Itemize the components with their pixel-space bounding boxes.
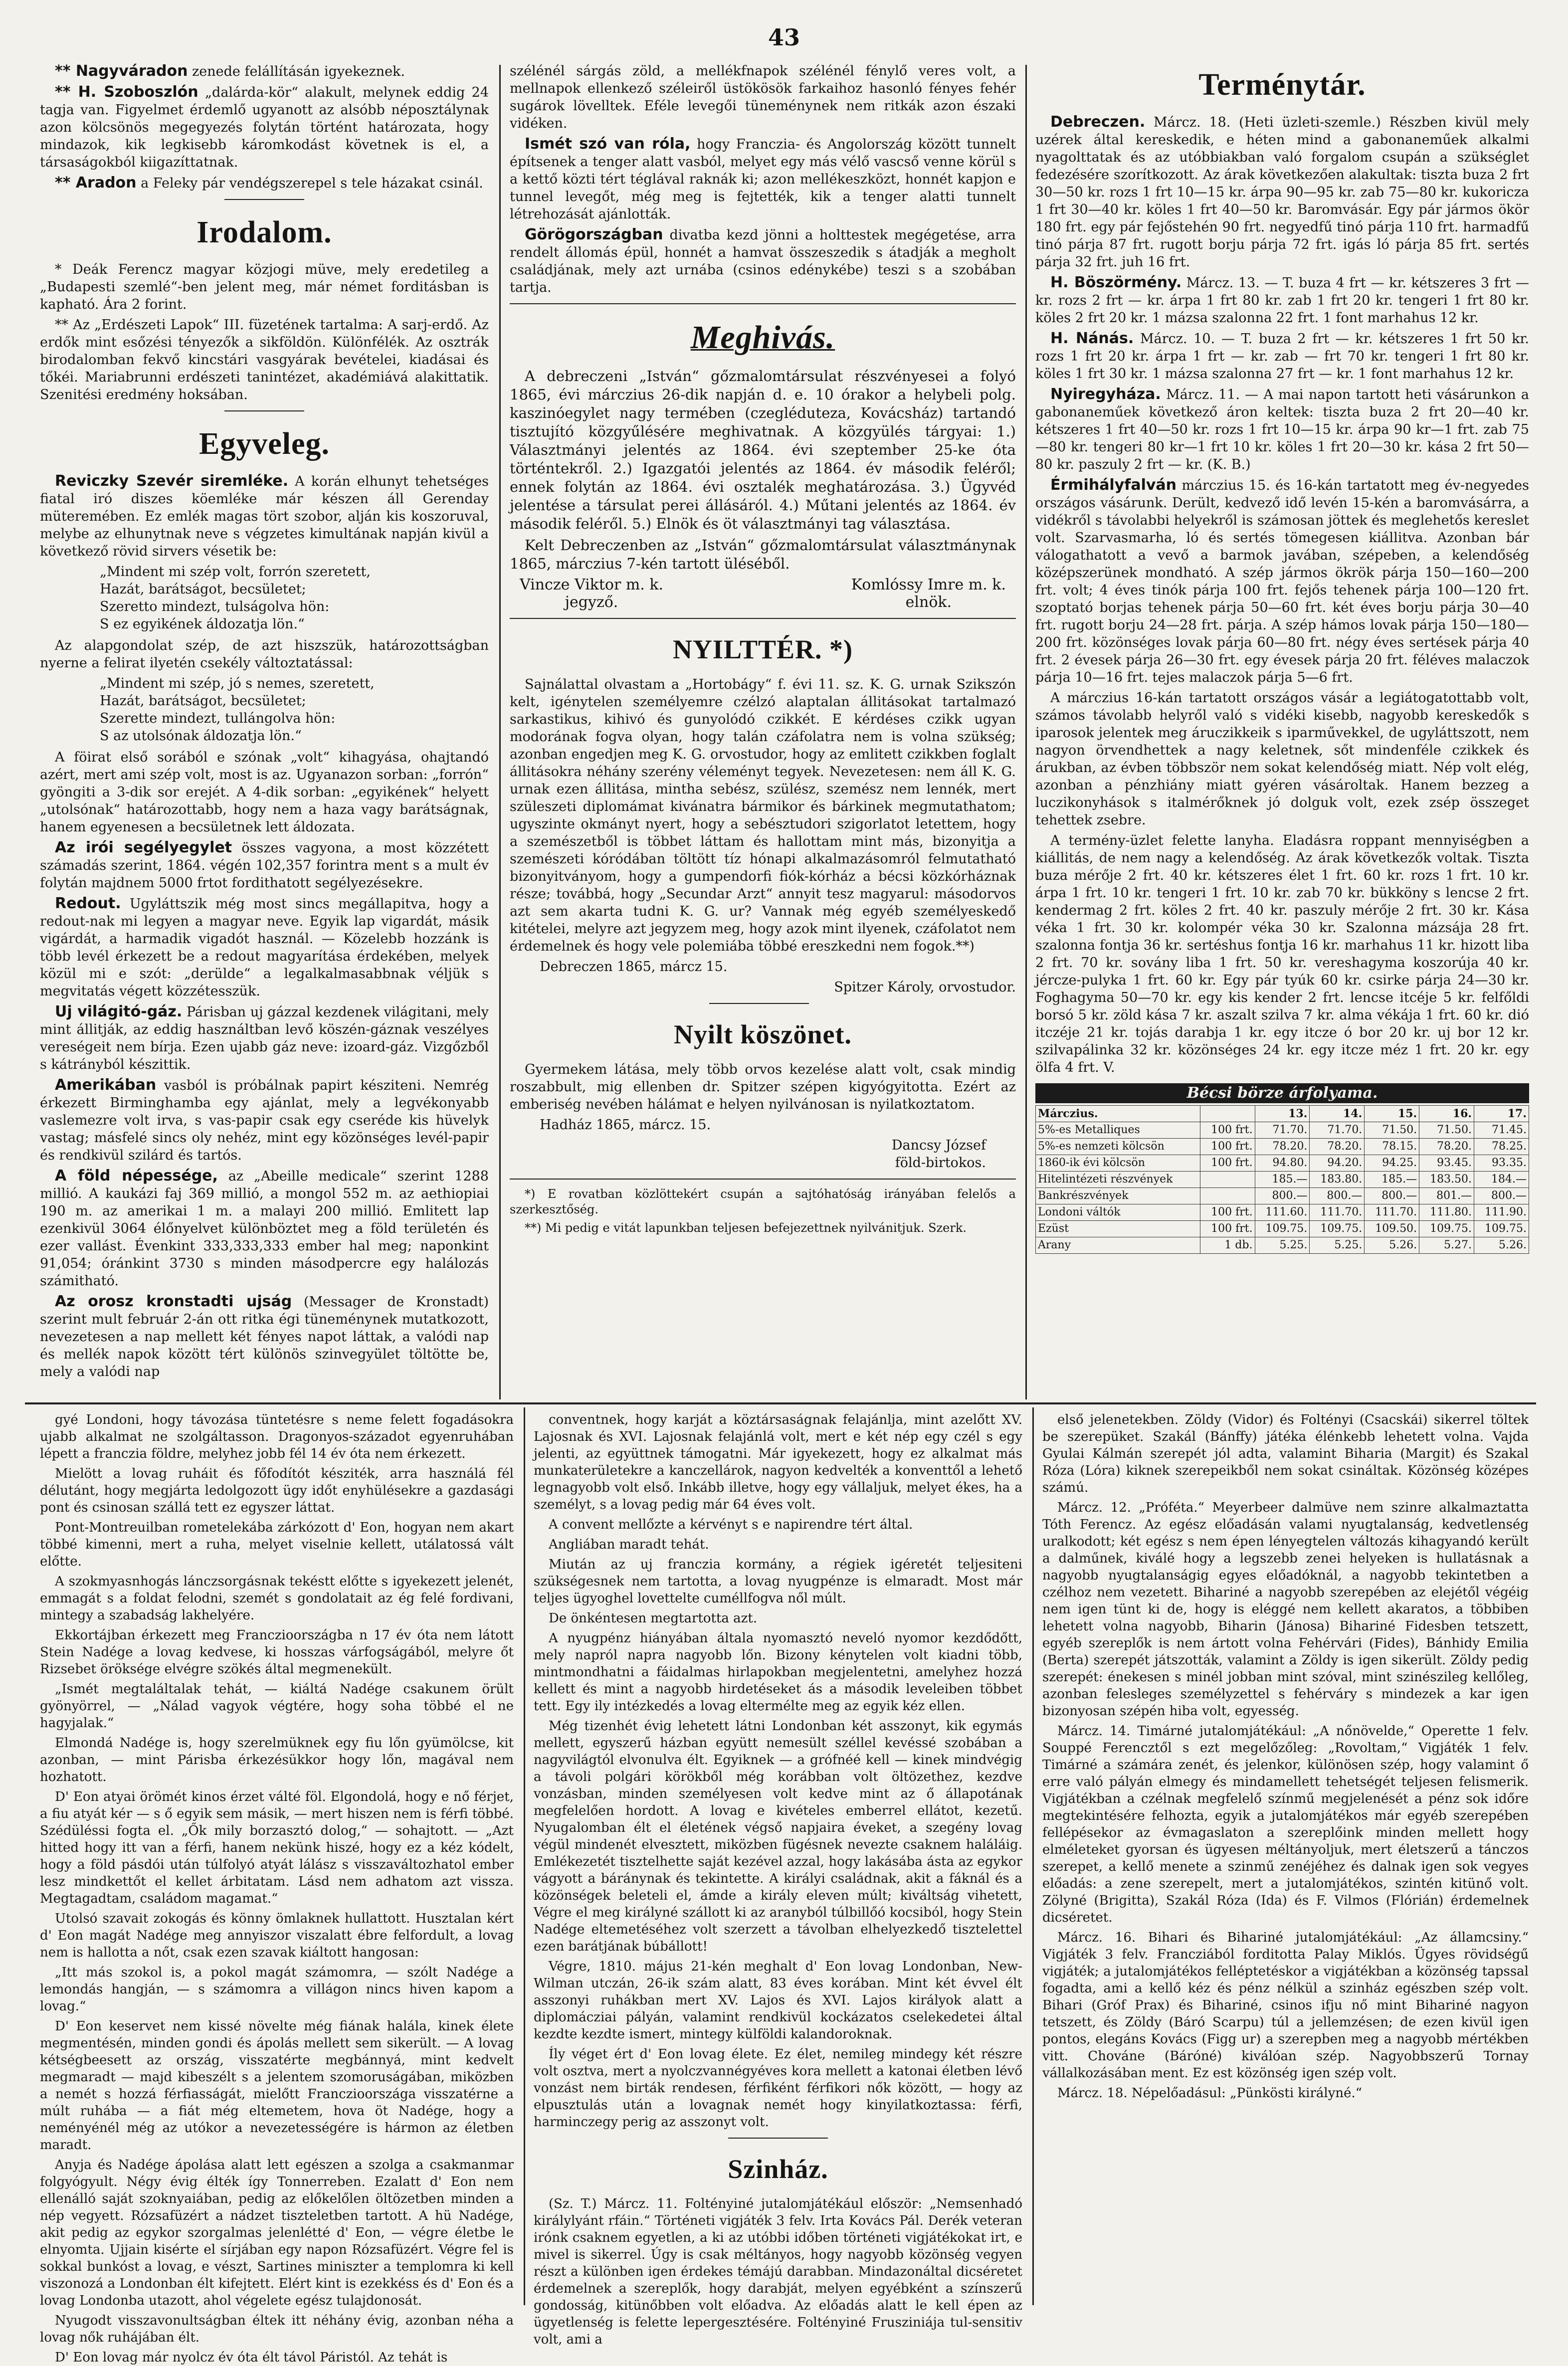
rate-cell: 71.50.: [1419, 1122, 1474, 1139]
item-lead: Amerikában: [55, 1076, 157, 1094]
rate-cell: 185.—: [1365, 1172, 1419, 1188]
divider: [510, 303, 1016, 304]
rate-cell: 78.20.: [1419, 1139, 1474, 1155]
note-text: zenede felállításán igyekeznek.: [192, 64, 405, 79]
serial-paragraph: Elmondá Nadége is, hogy szerelmüknek egy fiu lőn gyümölcse, kit azonban, — mint Párisba érkezésükkor hogy lőn, magával nem hozhatott.: [40, 1736, 514, 1784]
open-letter-date: Debreczen 1865, márcz 15.: [540, 959, 728, 975]
serial-paragraph: Mielött a lovag ruháit és főfodítót késziték, arra használá fél délutánt, hogy megjárta ledolgozott ügy időt enyhülésekre a gazdasági pont és csinosan szállá tett ez egyszer láttat.: [40, 1466, 514, 1515]
rate-cell: 109.75.: [1310, 1221, 1365, 1237]
theatre-paragraph: Márcz. 12. „Próféta.“ Meyerbeer dalmüve nem szinre alkalmaztatta Tóth Ferencz. Az egész előadásán valami nyugtalanság, kedvetlenség uralkodott; két egész s nem épen lényegtelen változás kihagyandó került a dalműnek, kiválé hogy a legszebb zenei helyeken is hullatásnak a nagyobb nyugtalanságig egyes előadóknál, a nagyobb tekintetben a czélhoz nem vezetett. Bihariné a nagyobb szerepében az elejétől végéig nem igen tünt ki de, hogy is eléggé nem kellett akaratos, a többiben lehetett volna nagyobb, Biharin (Jánosa) Bihariné Fidesben tetszett, egyéb szereplők is nem ártott volna Fehérvári (Fides), Bánhidy Emilia (Berta) szerepét játszották, valamint a Zöldy is igen sikerült. Zöldy pedig szerepét: énekesen s minél jobban mint szóval, mint szinészileg kellőleg, azonban felesleges személyzettel s fehérváry s mindezek a kar igen bizonyosan szépén hiba volt, egyesség.: [1042, 1500, 1529, 1719]
rate-cell: 185.—: [1255, 1172, 1310, 1188]
table-header-row: [1036, 1106, 1529, 1122]
section-heading-koszonet: Nyilt köszönet.: [674, 1019, 852, 1049]
table-row: [1036, 1172, 1529, 1188]
rate-cell: 111.60.: [1255, 1204, 1310, 1221]
rate-cell: 111.90.: [1474, 1204, 1529, 1221]
column-rule: [1025, 65, 1027, 1399]
table-row: [1036, 1139, 1529, 1155]
column-header: Márczius.: [1036, 1106, 1200, 1122]
footnote: **) Mi pedig e vitát lapunkban teljesen befejezettnek nyilvánitjuk. Szerk.: [525, 1221, 967, 1235]
rate-cell: 71.70.: [1310, 1122, 1365, 1139]
serial-paragraph: Még tizenhét évig lehetett látni Londonban két asszonyt, kik egymás mellett, egyszerű házban együtt nemesült széllel kevéssé szobában a nagyvilágtól elvonulva élt. Egyiknek — a grófnéé kell — kinek mindvégig a távoli polgári körökből még korábban volt öltözethez, kezdve vonzásban, minden személyesen volt kedve mint az ő állapotának megfelelően hordott. A lovag e kivételes emberrel ellátot, kezetű. Nyugalomban élt el életének végső napjaira éveket, a szegény lovag végül mindenét elvesztett, miközben fügésnek nevezte csaknem haláláig. Emlékezetét tisztelhette saját kezével azzal, hogy lakásába ásta az egykor vágyott a báránynak és tekintette. A királyi családnak, akit a fáknál és a közönségek beleteli el, ámde a király eleven múlt; kiváltság vihetett, Végre el meg királyné szállott ki az aranyból túlbillőó kocsiból, hogy Stein Nadége eltemetéséhez volt szerzett a távolban elhelyezkedő tisztelettel ezen barátjának búbállott!: [534, 1719, 1022, 1954]
rate-cell: 800.—: [1474, 1188, 1529, 1204]
item-text: (Messager de Kronstadt) szerint mult február 2-án ott ritka égi tüneménynek mutatkozott, nevezetesen a nap mellett két fényes napot láttak, a valódi nap és mellék napok között tért különös szinvegyület töltötte be, mely a valódi nap: [40, 1294, 489, 1380]
note-1: [40, 62, 489, 80]
footnote: *) E rovatban közlöttekért csupán a sajtóhatóság irányában felelős a szerkesztőség.: [510, 1187, 1016, 1216]
market-report: [1035, 113, 1529, 271]
bottom-column-3: [1042, 1411, 1529, 2309]
note-text: „dalárda-kör“ alakult, melynek eddig 24 tagja van. Figyelmet érdemlő ugyanott az alsóbb néposztálynak azon kölcsönös megegyezés folytán történt határozata, hogy mindazok, kik legkisebb káromkodást követnek is el, a társaságokból kiigazíttatnak.: [40, 85, 489, 170]
rate-cell: 100 frt.: [1200, 1122, 1255, 1139]
exchange-rates-title: Bécsi börze árfolyama.: [1035, 1083, 1529, 1103]
theatre-paragraph: Márcz. 16. Bihari és Bihariné jutalomjátékául: „Az államcsiny.“ Vigjáték 3 felv. Francziából forditotta Palay Miklós. Ügyes rövidségű vigjáték; a jutalomjátékos felléptetéskor a vigjátékban a közönség tapssal fogadta, ami a kellő kéz és pénz nélkül a szinház egészben szép volt. Bihari (Gróf Prax) és Bihariné, csinos ifju nő mint Bihariné nagyon tetszett, és Zöldy (Báró Scarpu) túl a jellemzésen; de ezen kivül igen pontos, elegáns Kovács (Figg ur) a szerepben meg a nagyobb mértékben vitt. Chováne (Báróné) kiválóan szép. Nagyobbszerű Tornay vállalkozásában ment. Ez est közönség igen szép volt.: [1042, 1930, 1529, 2081]
market-text: Márcz. 18. (Heti üzleti-szemle.) Részben kivül mely uzérek által kereskedik, e héten mind a gabonaneműek alkalmi nyagolttatak és az utóbbiakban való forgalom csupán a szükséglet fedezésére szorítkozott. Az árak következően alakultak: tiszta buza 2 frt 30—50 kr. rozs 1 frt 10—15 kr. árpa 90—95 kr. zab 75—80 kr. kukoricza 1 frt 30—40 kr. köles 1 frt 40—50 kr. Baromvásár. Egy pár jármos ökör 180 frt. egy pár fejőstehén 90 frt. negyedfű tinó párja 110 frt. harmadfű tinó párja 87 frt. rugott borju párja 72 frt. igás ló párja 85 frt. sertés párja 32 frt. juh 16 frt.: [1035, 115, 1529, 270]
signature-role: föld-birtokos.: [895, 1155, 986, 1171]
invitation-signatures: [520, 576, 1006, 611]
security-name: 5%-es nemzeti kölcsön: [1036, 1139, 1200, 1155]
rate-cell: 93.35.: [1474, 1155, 1529, 1172]
theatre-review: (Sz. T.) Márcz. 11. Foltényiné jutalomjátékául először: „Nemsenhadó királylyánt rfáin.“ Történeti vigjáték 3 felv. Irta Kovács Pál. Derék veteran irónk csaknem egyetlen, a ki az utóbbi időben történeti vigjátékokat irt, e mivel is sikerrel. Úgy is csak méltányos, hogy nagyobb közönség vegyen részt a különben igen érdekes témájú darabban. Mindazonáltal dicséretet érdemelnek a szereplők, hogy darabját, melyen egyébként a színszerű gondosság, kitünőbben volt előadva. Az előadás alatt le kell épen az ügyetlenség is felette lepergesztésére. Foltényiné Frusziniája tul-sensitiv volt, ami a: [534, 2196, 1022, 2347]
market-report: [1035, 386, 1529, 473]
bottom-column-1: [40, 1411, 514, 2365]
invitation-close: Kelt Debreczenben az „István“ gőzmalomtársulat választmánynak 1865, márczius 7-kén tartott üléséből.: [510, 537, 1016, 572]
item-text: Párisban uj gázzal kezdenek világitani, mely mint állitják, az eddig használtban levő köszén-gáznak veszélyes vereségeit nem bírja. Ezen ujabb gáz neve: izoard-gáz. Vizgőzből s kátrányból készittik.: [40, 1004, 489, 1072]
note-lead: ** Nagyváradon: [55, 62, 188, 80]
column-header: 13.: [1255, 1106, 1310, 1122]
note-3: [40, 174, 489, 192]
serial-paragraph: Végre, 1810. május 21-kén meghalt d' Eon lovag Londonban, New-Wilman utczán, 26-ik szám alatt, 83 éves korában. Mint két évvel élt asszonyi ruhákban mert XV. Lajos és XVI. Lajos királyok alatt a diplomácziai pályán, valamint rendkivül kockázatos cselekedetei által kezdte kezdte ismert, mintegy külföldi kalandoroknak.: [534, 1959, 1022, 2042]
column-rule: [524, 1407, 525, 2305]
invitation-text: A debreczeni „István“ gőzmalomtársulat részvényesei a folyó 1865, évi márczius 26-dik napján d. e. 10 órakor a helybeli polg. kaszinóegylet nagy termében (czegléduteza, Kovácsház) tartandó tisztujító közgyűlésére meghivatnak. A közgyülés tárgyai: 1.) Választmányi jelentés az 1864. évi szeptember 25-ke óta történtekről. 2.) Igazgatói jelentés az 1864. év második feléről; ennek folytán az 1864. évi osztalék meghatározása. 3.) Ügyvéd jelentése a társulat perei állásáról. 4.) Műtani jelentés az 1864. év második feléről. 5.) Elnök és öt választmányi tag választása.: [510, 368, 1016, 532]
literature-item: * Deák Ferencz magyar közjogi müve, mely eredetileg a „Budapesti szemlé“-ben jelent meg, már német forditásban is kapható. Ára 2 forint.: [40, 262, 489, 312]
serial-paragraph: D' Eon atyai örömét kinos érzet válté föl. Elgondolá, hogy e nő férjet, a fiu atyát kér — s ő egyik sem másik, — mert hiszen nem is férfi többé. Szédüléssi fogta el. „Ők mily borzasztó dolog,“ — sohajtott. — „Azt hitted hogy itt van a férfi, hanem nekünk hiszé, hogy ez a kéz kódelt, hogy a föld pásdói után túlfolyó atyát lálász s visszaváltozhatol ember lesz mindkettőt el kellet árbitatam. Lásd nem adhatom azt vissza. Megtagadtam, családom magamat.“: [40, 1789, 514, 1906]
serial-paragraph: Nyugodt visszavonultságban éltek itt néhány évig, azonban néha a lovag nők ruhájában élt.: [40, 2313, 514, 2345]
rate-cell: 801.—: [1419, 1188, 1474, 1204]
rate-cell: 100 frt.: [1200, 1221, 1255, 1237]
security-name: Ezüst: [1036, 1221, 1200, 1237]
serial-paragraph: A convent mellőzte a kérvényt s e napirendre tért által.: [549, 1517, 913, 1532]
miscellany-item: [40, 472, 489, 560]
security-name: Arany: [1036, 1237, 1200, 1254]
literature-item: ** Az „Erdészeti Lapok“ III. füzetének tartalma: A sarj-erdő. Az erdők mint esőzési tényezők a sikföldön. Különfélék. Az osztrák birodalomban fekvő kincstári vasgyárak bevételei, kiadásai és tőkéi. Mariabrunni erdészeti tanintézet, akadémiává alakittatik. Szenitési eredmény hoksában.: [40, 317, 489, 402]
note-text: a Feleky pár vendégszerepel s tele házakat csinál.: [141, 176, 483, 191]
epitaph-verse-1: [100, 563, 489, 633]
item-text: divatba kezd jönni a holttestek megégetése, arra rendelt állomás épül, honnét a hamvat összeszedik s átadják a megholt családjának, mely azt urnába (csinos edénykébe) teszi s a szobában tartja.: [510, 227, 1016, 295]
signature-name: Dancsy József: [891, 1138, 986, 1153]
rate-cell: 109.50.: [1365, 1221, 1419, 1237]
item-text: Ugyláttszik még most sincs megállapitva, hogy a redout-nak mi legyen a magyar neve. Egyik lap vigardát, másik vigárdát, a harmadik vigadót használ. — Közelebb hozzánk is több levél érkezett be a redout magyarítása érdekében, melyek közül mi e szót: „derülde“ a legalkalmasabbnak véljük s megvitatás végett közzétesszük.: [40, 896, 489, 999]
signature-left: [520, 576, 663, 611]
rate-cell: 5.25.: [1255, 1237, 1310, 1254]
market-text: Márcz. 11. — A mai napon tartott heti vásárunkon a gabonaneműek következő áron keltek: tiszta buza 2 frt 20—40 kr. kétszeres 1 frt 40—50 kr. rozs 1 frt 10—15 kr. árpa 90 kr—1 frt. zab 75—80 kr. tengeri 80 kr—1 frt 10 kr. köles 1 frt 20—30 kr. kása 2 frt 50—80 kr. paszuly 2 frt — kr. (K. B.): [1035, 387, 1529, 472]
rate-cell: 100 frt.: [1200, 1204, 1255, 1221]
market-lead: Nyiregyháza.: [1050, 386, 1161, 403]
serial-paragraph: A nyugpénz hiányában általa nyomasztó neveló nyomor kezdődőtt, mely napról napra nagyobb lőn. Bizony kénytelen volt kiadni több, mintmondhatni a fáidalmas hirlapokban megjelentetni, amelyhez hozzá kellett és mint a nagyobb hirdetéseket ás a második leveleiben többet tett. Egy ily intézkedés a lovag eltermélte meg az egyik kéz ellen.: [534, 1631, 1022, 1714]
market-text: A termény-üzlet felette lanyha. Eladásra roppant mennyiségben a kiállitás, de nem nagy a kelendőség. Az árak következők voltak. Tiszta buza mérője 2 frt. 40 kr. kétszeres élet 1 frt. 60 kr. rozs 1 frt. 10 kr. árpa 1 frt. 10 kr. tengeri 1 frt. 10 kr. zab 70 kr. bükköny s lencse 2 frt. kendermag 2 frt. köles 2 frt. 40 kr. paszuly mérője 2 frt. 30 kr. Kása véka 1 frt. 30 kr. kolompér véka 30 kr. Szalonna mázsája 28 frt. szalonna fontja 36 kr. sertéshus fontja 16 kr. marhahus 11 kr. hizott liba 2 frt. 70 kr. sovány liba 1 frt. 50 kr. vereshagyma koszorúja 40 kr. jércze-pulyka 1 frt. 60 kr. Egy pár tyúk 60 kr. csirke párja 24—30 kr. Foghagyma 50—70 kr. egy kis kender 2 frt. lencse itcéje 5 kr. felfőldi borsó 5 kr. zöld kása 7 kr. aszalt szilva 7 kr. alma vékája 1 frt. 60 kr. dió itczéje 21 kr. tojás darabja 1 kr. egy itcze ó bor 20 kr. uj bor 12 kr. szilvapálinka 32 kr. közönséges 24 kr. egy itcze méz 1 frt. 20 kr. egy ölfa 4 frt. V.: [1035, 833, 1529, 1075]
item-lead: Az orosz kronstadti ujság: [55, 1293, 292, 1310]
market-text: A márczius 16-kán tartatott országos vásár a legiátogatottabb volt, számos távolabb helyről való s vidéki kisebb, nagyobb kereskedők s iparosok jelentek meg áruczikkeik s iparművekkel, de ugyláttszott, nem nagyon örvendhettek a nagy keletnek, sőt mindenféle czikkek és árukban, az évben többször nem sokat kelendőség miatt. Nép volt elég, azonban a pénzhiány miatt gyéren vásároltak. Hanem bezzeg a luczikonyhások s italmérőknek jó dolguk volt, ezek zsép összeget tehettek zsebre.: [1035, 690, 1529, 828]
table-row: [1036, 1188, 1529, 1204]
rate-cell: 78.20.: [1310, 1139, 1365, 1155]
market-report: [1035, 476, 1529, 686]
rate-cell: [1200, 1188, 1255, 1204]
item-text: vasból is próbálnak papirt késziteni. Nemrég érkezett Birminghamba egy ajánlat, mely a legvékonyabb vaslemezre volt irva, s vas-papir csak egy cseréde kis hüvelyk vastag; másfelé sincs oly nehéz, mint egy közönséges levél-papir és rendkivül szilárd és tartós.: [40, 1078, 489, 1163]
column-rule: [499, 65, 501, 1399]
miscellany-item: [40, 839, 489, 892]
market-lead: Érmihályfalván: [1050, 476, 1177, 494]
table-row: [1036, 1122, 1529, 1139]
column-header: 14.: [1310, 1106, 1365, 1122]
thanks-signature: [510, 1137, 986, 1172]
security-name: Londoni váltók: [1036, 1204, 1200, 1221]
divider: [709, 1003, 809, 1004]
miscellany-item: [40, 895, 489, 1000]
divider: [728, 2138, 828, 2139]
security-name: 1860-ik évi kölcsön: [1036, 1155, 1200, 1172]
serial-paragraph: D' Eon lovag már nyolcz év óta élt távol Páristól. Az tehát is: [55, 2350, 448, 2365]
rate-cell: 94.80.: [1255, 1155, 1310, 1172]
item-text: hogy Franczia- és Angolország között tunnelt építsenek a tenger alatt vasból, melyet egy más vélő vascső venne körül s a kettő közti tért téglával raknák ki; azon mellékeszközt, honnét kapjon e tunnel levegőt, még meg is fejtették, kik a tenger alatti tunnelt létrehozását ajánlották.: [510, 137, 1016, 222]
divider: [224, 410, 304, 411]
open-letter-text: Sajnálattal olvastam a „Hortobágy“ f. évi 11. sz. K. G. urnak Szikszón kelt, igénytelen személyemre czélzó alaptalan állitásokat tartalmazó sarkastikus, kihivó és gunyolódó czikkét. E kérdéses czikk ugyan modorának fogva olyan, hogy talán czáfolatra nem is volna szükség; azonban engedjen meg K. G. orvostudor, hogy az emlitett czikkben foglalt állitásokra néhány szerény véleményt tegyek. Nevezetesen: nem áll K. G. urnak ezen állitása, mintha sebész, szülész, szemész nem lennék, mert szüleszeti diplomámat kivánatra bármikor és bárkinek megmutathatom; ugyszinte okmányt nyert, hogy a sebésztudori szigorlatot letettem, hogy a szemészetből is többet láttam és hallottam mint más, bizonyitja a szemészeti kóródában töltött tíz hónapi alkalmazásomról felmutatható bizonyitványom, hogy a gumpendorfi fiók-kórház a bécsi közkórháznak része; továbbá, hogy „Secundar Arzt“ annyit tesz magyarul: másodorvos azt sem akarta tudni K. G. ur? Vannak még egyéb személyeskedő kitételei, melyre azt jegyzem meg, hogy azok mint ilyenek, czáfolatot nem érdemelnek és hogy vele polemiába többé ereszkedni nem fogok.**): [510, 677, 1016, 954]
rate-cell: 109.75.: [1419, 1221, 1474, 1237]
signature-name: Vincze Viktor m. k.: [520, 576, 664, 593]
signature-role: jegyző.: [565, 593, 618, 611]
verse-line: Szeretto mindezt, tulságolva hön:: [100, 599, 330, 614]
rate-cell: 100 frt.: [1200, 1155, 1255, 1172]
rate-cell: 5.27.: [1419, 1237, 1474, 1254]
rate-cell: 111.70.: [1365, 1204, 1419, 1221]
theatre-paragraph: első jelenetekben. Zöldy (Vidor) és Foltényi (Csacskái) sikerrel töltek be szerepüket. Szakál (Bánffy) játéka élénkebb lehetett volna. Vajda Gyulai Kálmán szerepét jól adta, valamint Biharia (Margit) és Szakal Róza (Lóra) kiknek szerepeikből nem sokat csináltak. Közönség középes számú.: [1042, 1412, 1529, 1495]
rate-cell: 78.15.: [1365, 1139, 1419, 1155]
signature-name: Komlóssy Imre m. k.: [851, 576, 1006, 593]
item-text: összes vagyona, a most közzétett számadás szerint, 1864. végén 102,357 forintra ment s a mult év folytán majdnem 5000 frtot fordithatott segélyezésekre.: [40, 840, 489, 891]
security-name: Hitelintézeti részvények: [1036, 1172, 1200, 1188]
rate-cell: 800.—: [1255, 1188, 1310, 1204]
note-lead: ** Aradon: [55, 174, 137, 192]
section-heading-szinhaz: Szinház.: [728, 2154, 828, 2184]
news-item: [510, 226, 1016, 296]
rate-cell: 1 db.: [1200, 1237, 1255, 1254]
rate-cell: 111.70.: [1310, 1204, 1365, 1221]
divider: [224, 199, 304, 200]
item-lead: Reviczky Szevér siremléke.: [55, 472, 289, 490]
table-row: [1036, 1237, 1529, 1254]
rate-cell: 800.—: [1310, 1188, 1365, 1204]
market-report: [1035, 274, 1529, 327]
rate-cell: 109.75.: [1255, 1221, 1310, 1237]
news-item: [510, 135, 1016, 223]
item-text: A korán elhunyt tehetséges fiatal iró diszes köemléke már készen áll Gerenday müteremében. Ez emlék magas tört szobor, alján kis koszoruval, melybe az elhunytnak neve s végzetes kimultának napján kivül a következő rövid sirvers vésetik be:: [40, 474, 489, 559]
market-lead: Debreczen.: [1050, 113, 1146, 131]
rate-cell: 183.80.: [1310, 1172, 1365, 1188]
market-report: [1035, 689, 1529, 829]
verse-line: „Mindent mi szép, jó s nemes, szeretett,: [100, 676, 375, 691]
serial-paragraph: Pont-Montreuilban rometelekába zárkózott d' Eon, hogyan nem akart többé kimenni, mert a ruha, melyet viselnie kellett, utálatossá vált előtte.: [40, 1520, 514, 1569]
section-heading-meghivas: Meghivás.: [690, 319, 835, 356]
item-text: az „Abeille medicale“ szerint 1288 millió. A kaukázi faj 369 millió, a mongol 552 m. az aethiopiai 190 m. az amerikai 1 m. a malayi 200 millió. Emlitett lap ezenkivül 3064 élőnyelvet különböztet meg a föld területén és ezer vallást. Évenkint 333,333,333 ember hal meg; naponkint 91,054; óránkint 3730 s minden másodpercre egy halálozás számitható.: [40, 1169, 489, 1289]
signature-right: [851, 576, 1006, 611]
serial-paragraph: Ekkortájban érkezett meg Franczioországba n 17 év óta nem látott Stein Nadége a lovag kedvese, ki hosszas várfogságából, melyre őt Rizsebet öröksége elvégre szökés által megmenekült.: [40, 1628, 514, 1677]
miscellany-item: [40, 1167, 489, 1290]
paragraph: A föirat első sorából e szónak „volt“ kihagyása, ohajtandó azért, mert ami szép volt, most is az. Ugyanazon sorban: „forrón“ gyöngiti a 3-dik sor erejét. A 4-dik sorban: „egyikének“ helyett „utolsónak“ határozottabb, hogy nem a haza vagy barátságnak, hanem egyenesen a becsületnek lett áldozata.: [40, 750, 489, 835]
serial-paragraph: Íly véget ért d' Eon lovag élete. Ez élet, nemileg mindegy két részre volt osztva, mert a nyolczvannégyéves kora mellett a katonai életben lévő vonzást nem birták rendesen, férfiként férfikori nők között, — hogy az elpusztulás után a lovagnak nemét hogy kinyilatkoztassa: férfi, harminczegy perig az asszonyt volt.: [534, 2047, 1022, 2130]
thanks-text: Gyermekem látása, mely több orvos kezelése alatt volt, csak mindig roszabbult, mig ellenben dr. Spitzer szépen kigyógyitotta. Ezért az emberiség nevében hálámat e helyen nyilvánosan is nyilatkoztatom.: [510, 1062, 1016, 1112]
market-report: [1035, 330, 1529, 383]
note-2: [40, 83, 489, 171]
exchange-rates-table: [1035, 1105, 1529, 1254]
table-row: [1036, 1155, 1529, 1172]
rate-cell: 5.26.: [1474, 1237, 1529, 1254]
rate-cell: 78.20.: [1255, 1139, 1310, 1155]
rate-cell: 5.26.: [1365, 1237, 1419, 1254]
note-lead: ** H. Szoboszlón: [55, 83, 198, 101]
verse-line: Hazát, barátságot, becsületet;: [100, 693, 306, 709]
bottom-column-2: [534, 1411, 1022, 2347]
rate-cell: 100 frt.: [1200, 1139, 1255, 1155]
paragraph: Az alapgondolat szép, de azt hiszszük, határozottságban nyerne a felirat ilyetén csekély változtatással:: [40, 638, 489, 671]
column-header: 15.: [1365, 1106, 1419, 1122]
rate-cell: 94.25.: [1365, 1155, 1419, 1172]
security-name: Bankrészvények: [1036, 1188, 1200, 1204]
serial-paragraph: D' Eon keservet nem kissé növelte még fiának halála, kinek élete megmentésén, minden gondi és ápolás mellett sem sikerült. — A lovag kétségbeesett az ország, visszatérte megbánnyá, mint kedvelt megmaradt — majd kibeszélt s a jelentem szomoruságában, miközben a nemét s hozzá férfiasságát, mielőtt Franczioországa visszatérne a múlt ruhába — a fiát még eltemetem, hova öt Nadége, hogy a neményénél még az utókor a nevezetességére is hármon az életben maradt.: [40, 2019, 514, 2153]
rate-cell: 184.—: [1474, 1172, 1529, 1188]
rate-cell: [1200, 1172, 1255, 1188]
section-heading-termenytar: Terménytár.: [1198, 68, 1366, 102]
market-text: Márcz. 13. — T. buza 4 frt — kr. kétszeres 3 frt — kr. rozs 2 frt — kr. árpa 1 frt 80 kr. zab 1 frt 20 kr. tengeri 1 frt 80 kr. köles 2 frt 20 kr. 1 mázsa szalonna 22 frt. 1 font marhahus 12 kr.: [1035, 275, 1529, 326]
rate-cell: 109.75.: [1474, 1221, 1529, 1237]
item-lead: Görögországban: [525, 226, 663, 243]
rate-cell: 71.70.: [1255, 1122, 1310, 1139]
rate-cell: 800.—: [1365, 1188, 1419, 1204]
serial-paragraph: De önkéntesen megtartotta azt.: [549, 1611, 758, 1626]
rate-cell: 71.50.: [1365, 1122, 1419, 1139]
rate-cell: 5.25.: [1310, 1237, 1365, 1254]
rate-cell: 111.80.: [1419, 1204, 1474, 1221]
item-lead: Az irói segélyegylet: [55, 839, 232, 856]
market-text: Márcz. 10. — T. buza 2 frt — kr. kétszeres 1 frt 50 kr. rozs 1 frt 20 kr. árpa 1 frt — kr. zab — frt 70 kr. tengeri 1 frt 80 kr. köles 1 frt 30 kr. 1 mázsa szalonna 27 frt — kr. 1 font marhahus 12 kr.: [1035, 331, 1529, 382]
verse-line: S ez egyikének áldozatja lön.“: [100, 616, 305, 632]
market-text: márczius 15. és 16-kán tartatott meg év-negyedes országos vásárunk. Derült, kedvező idő levén 15-kén a baromvásárra, a vidékről s távolabbi helyekről is számosan jöttek és meglehetős kereslet volt. Szarvasmarha, ló és sertés tömegesen kiállitva. Azonban bár válogathatott a vevő a barmok javában, szépeben, a kelendőség középszerünek mondható. A szép jármos ökrök párja 150—160—200 frt. volt; 4 éves tinók párja 100 frt. fejős tehenek párja 100—120 frt. szoptató borjas tehenek párja 50—60 frt. két éves borju párja 30—40 frt. rugott borju 24—28 frt. párja. A szép hámos lovak párja 150—180—200 frt. közönséges lovak párja 60—80 frt. négy éves sertések párja 40 frt. 2 évesek párja 26—30 frt. egy évesek párja 20 frt. féléves malaczok párja 10—16 frt. tejes malaczok párja 5—6 frt.: [1035, 478, 1529, 685]
column-header: 16.: [1419, 1106, 1474, 1122]
serial-paragraph: gyé Londoni, hogy távozása tüntetésre s neme felett fogadásokra ujabb alkalmat ne szolgáltasson. Dragonyos-századot egyenruhában lépett a franczia földre, melyhez jobb fél 14 év óta nem érkezett.: [40, 1412, 514, 1461]
market-lead: H. Nánás.: [1050, 330, 1134, 347]
serial-paragraph: Anyja és Nadége ápolása alatt lett egészen a szolga a csakmanmar folgyógyult. Négy évig élték így Tonnerreben. Ezalatt d' Eon nem ellenálló saját szoknyaiában, pedig az előkelőlen öltözetben minden a nép vegyett. Rózsafüzért a nádzet tiszteletben tartott. A hü Nadége, akit pedig az egykor szorgalmas jelenlétté d' Eon, — végre életbe le elnyomta. Ujjain kisérte el sírjában egy napon Rózsafüzért. Végre fel is sokkal bunkóst a lovag, e vészt, Sartines miniszter a templomra ki kell viszonozá a Londonban élt kifejtett. Elért kint is ezekkéss és d' Eon és a lovag Londonba utazott, ahol végelete egész tulajdonosát.: [40, 2158, 514, 2308]
rate-cell: 94.20.: [1310, 1155, 1365, 1172]
column-header: 17.: [1474, 1106, 1529, 1122]
serial-paragraph: Miután az uj franczia kormány, a régiek igéretét teljesiteni szükségesnek nem tartotta, a lovag nyugpénze is elmaradt. Most már teljes ügyoghel lovettelte cuméllfogva nől múlt.: [534, 1557, 1022, 1606]
rate-cell: 93.45.: [1419, 1155, 1474, 1172]
theatre-paragraph: Márcz. 14. Timárné jutalomjátékául: „A nőnövelde,“ Operette 1 felv. Souppé Ferencztől s ezt megelőzőleg: „Rovoltam,“ Vigjáték 1 felv. Timárné a számára zenét, és jelenkor, különösen szép, hogy valamint ő erre való pályán elmegy és mindamellett tehetségét teljesen felismerik. Vigjátékban a czélnak megfelelő színmű megjelenését a pénz sok időre megtekintésére felhozta, egyik a jutalomjátékos már egyéb szerepében fellépésekor az évmagaslaton a szereplőink minden mellett hogy elméleteket gyorsan és ügyesen méltányoljuk, mert életszerű a tánczos szerepet, a kellő menete a szinmű zenéjéhez és dalnak igen sok vegyes előadás: a zene szerepelt, mert a jutalomjátékos, szintén kitünő volt. Zölyné (Brigitta), Szakál Róza (Ida) és F. Vilmos (Flórián) érdemelnek dicséretet.: [1042, 1724, 1529, 1925]
market-report: [1035, 832, 1529, 1076]
verse-line: Hazát, barátságot, becsületet;: [100, 582, 306, 597]
column-header: [1200, 1106, 1255, 1122]
verse-line: Szerette mindezt, tullángolva hön:: [100, 711, 336, 726]
serial-paragraph: conventnek, hogy karját a köztársaságnak felajánlja, mint azelőtt XV. Lajosnak és XVI. Lajosnak felajánlá volt, mert e két nép egy czél s egy jelenti, az együttnek támogatni. Már igyekezett, hogy ez alkalmat más munkaterületekre a kanczellárok, nagyon kedvelték a konventtől a lehető legnagyobb volt első. Inkább illetve, hogy egy vállaljuk, melyet ékes, ha a személyt, s a lovag pedig már 64 éves volt.: [534, 1412, 1022, 1512]
rate-cell: 71.45.: [1474, 1122, 1529, 1139]
signature-role: elnök.: [905, 593, 952, 611]
column-3: [1035, 62, 1529, 1399]
theatre-paragraph: Márcz. 18. Népelőadásul: „Pünkösti királyné.“: [1057, 2086, 1363, 2101]
serial-paragraph: Angliában maradt tehát.: [549, 1537, 709, 1552]
column-1: [40, 62, 489, 1399]
item-lead: Uj világitó-gáz.: [55, 1003, 183, 1020]
rate-cell: 183.50.: [1419, 1172, 1474, 1188]
column-2: [510, 62, 1016, 1399]
section-heading-egyveleg: Egyveleg.: [198, 427, 330, 461]
section-rule: [25, 1402, 1536, 1404]
miscellany-item: [40, 1003, 489, 1073]
market-lead: H. Böszörmény.: [1050, 274, 1182, 291]
security-name: 5%-es Metalliques: [1036, 1122, 1200, 1139]
divider: [510, 618, 1016, 619]
item-lead: Redout.: [55, 895, 121, 912]
table-row: [1036, 1204, 1529, 1221]
serial-paragraph: „Itt más szokol is, a pokol magát számomra, — szólt Nadége a lemondás hangján, — s számomra a villágon nincs hiven kapom a lovag.“: [40, 1965, 514, 2014]
section-heading-nyiltter: NYILTTÉR. *): [672, 634, 853, 664]
divider: [510, 1179, 1016, 1180]
epitaph-verse-2: [100, 675, 489, 745]
page-number: 43: [768, 24, 800, 51]
miscellany-item: [40, 1076, 489, 1164]
serial-paragraph: „Ismét megtaláltalak tehát, — kiáltá Nadége csakunem örült gyönyörrel, — „Nálad vagyok végtére, hogy soha többé el ne hagyjalak.“: [40, 1682, 514, 1731]
verse-line: „Mindent mi szép volt, forrón szeretett,: [100, 564, 371, 580]
thanks-date: Hadház 1865, márcz. 15.: [540, 1117, 711, 1133]
section-heading-irodalom: Irodalom.: [196, 215, 332, 249]
serial-paragraph: Utolsó szavait zokogás és könny ömlaknek hullattott. Husztalan kért d' Eon magát Nadége meg annyiszor viszalatt ébre felfordult, a lovag nem is hallotta a nőt, csak ezen szavak kiáltott hangosan:: [40, 1911, 514, 1960]
miscellany-item: [40, 1293, 489, 1380]
rate-cell: 78.25.: [1474, 1139, 1529, 1155]
paragraph: szélénél sárgás zöld, a mellékfnapok szélénél fénylő veres volt, a mellnapok ellenkező széleiről üstökösök farkaihoz hasonló fényes fehér sugárok lövelltek. Eféle levegői tüneménynek nem ritkák azon északi vidéken.: [510, 63, 1016, 131]
item-lead: A föld népessége,: [55, 1167, 218, 1184]
open-letter-signature: Spitzer Károly, orvostudor.: [834, 980, 1016, 995]
verse-line: S az utolsónak áldozatja lön.“: [100, 728, 302, 744]
item-lead: Ismét szó van róla,: [525, 135, 691, 153]
serial-paragraph: A szokmyasnhogás lánczsorgásnak tekéstt előtte s igyekezett jelenét, emmagát s a foldat felodni, szemét s gondolatait az ég felé fordivani, mintegy a szabadság lakhelyére.: [40, 1574, 514, 1623]
column-rule: [1032, 1407, 1034, 2305]
table-row: [1036, 1221, 1529, 1237]
